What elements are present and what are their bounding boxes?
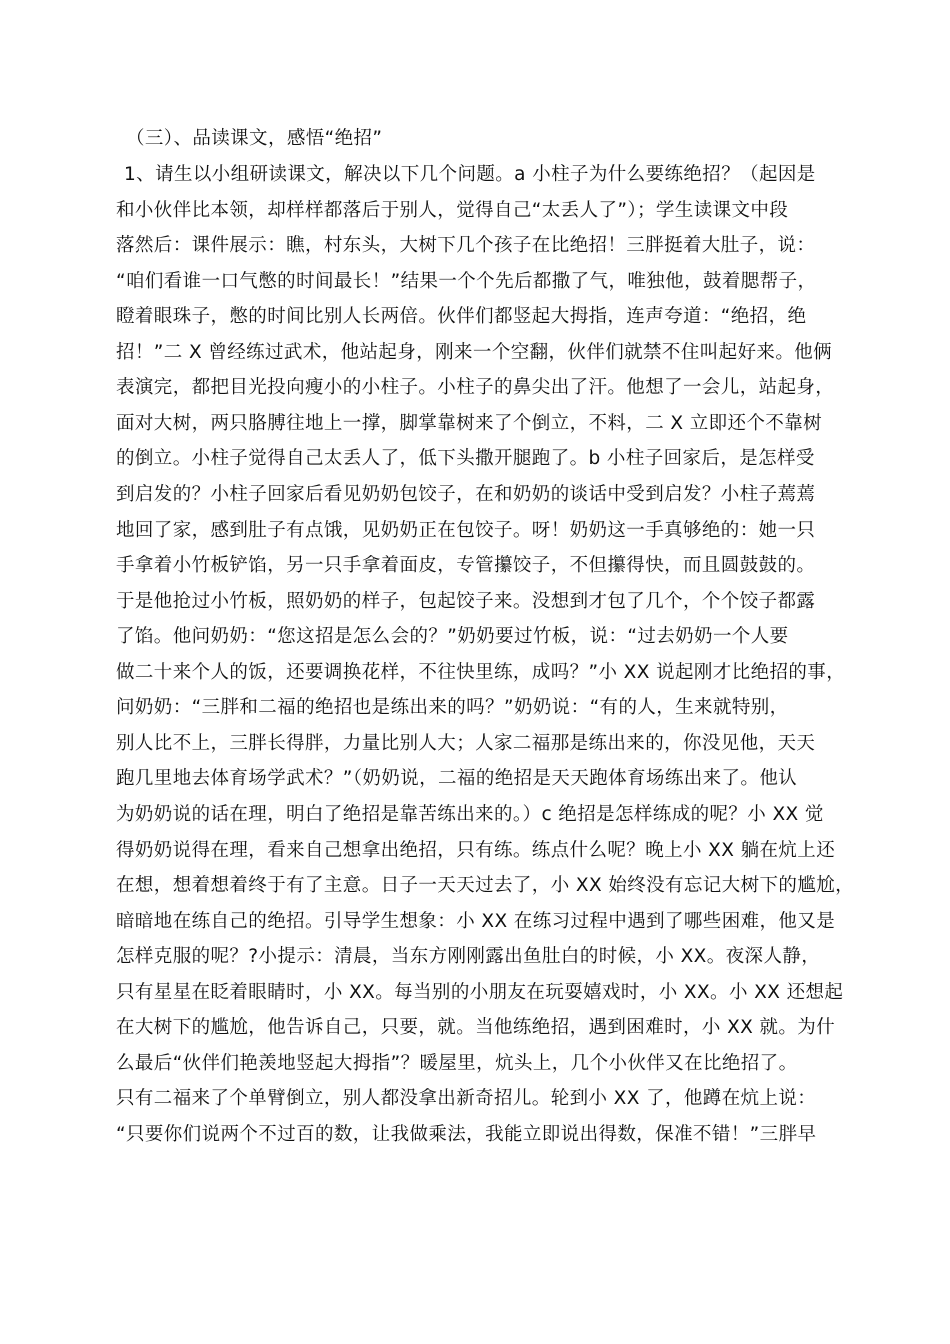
paragraph-line: 到启发的？小柱子回家后看见奶奶包饺子，在和奶奶的谈话中受到启发？小柱子蔫蔫 [116,484,816,505]
paragraph-line: 别人比不上，三胖长得胖，力量比别人大；人家二福那是练出来的，你没见他，天天 [116,733,816,754]
paragraph-line: 了馅。他问奶奶：“您这招是怎么会的？”奶奶要过竹板，说：“过去奶奶一个人要 [116,626,789,647]
paragraph-line: “咱们看谁一口气憋的时间最长！”结果一个个先后都撒了气，唯独他，鼓着腮帮子， [116,271,817,292]
paragraph-line: 得奶奶说得在理，看来自己想拿出绝招，只有练。练点什么呢？晚上小 XX 躺在炕上还 [116,840,836,861]
paragraph-line: 做二十来个人的饭，还要调换花样，不往快里练，成吗？”小 XX 说起刚才比绝招的事， [116,662,846,683]
paragraph-line: 面对大树，两只胳膊往地上一撑，脚掌靠树来了个倒立，不料，二 X 立即还个不靠树 [116,413,823,434]
paragraph-line: 在大树下的尴尬，他告诉自己，只要，就。当他练绝招，遇到困难时，小 XX 就。为什 [116,1017,836,1038]
paragraph-line: 手拿着小竹板铲馅，另一只手拿着面皮，专管攥饺子，不但攥得快，而且圆鼓鼓的。 [116,555,816,576]
paragraph-line: “只要你们说两个不过百的数，让我做乘法，我能立即说出得数，保准不错！”三胖早 [116,1124,817,1145]
paragraph-line: 么最后“伙伴们艳羡地竖起大拇指”？暖屋里，炕头上，几个小伙伴又在比绝招了。 [116,1053,798,1074]
paragraph-line: 怎样克服的呢？?小提示：清晨，当东方刚刚露出鱼肚白的时候，小 XX。夜深人静， [116,946,821,967]
paragraph-line: 表演完，都把目光投向瘦小的小柱子。小柱子的鼻尖出了汗。他想了一会儿，站起身， [116,377,835,398]
paragraph-line: 在想，想着想着终于有了主意。日子一天天过去了，小 XX 始终没有忘记大树下的尴尬， [116,875,855,896]
paragraph-line: 瞪着眼珠子，憋的时间比别人长两倍。伙伴们都竖起大拇指，连声夸道：“绝招，绝 [116,306,807,327]
paragraph-line: 1、请生以小组研读课文，解决以下几个问题。a 小柱子为什么要练绝招？（起因是 [124,164,816,185]
paragraph-line: 招！”二 X 曾经练过武术，他站起身，刚来一个空翻，伙伴们就禁不住叫起好来。他俩 [116,342,833,363]
paragraph-line: 和小伙伴比本领，却样样都落后于别人，觉得自己“太丢人了”）；学生读课文中段 [116,200,789,221]
paragraph-line: 为奶奶说的话在理，明白了绝招是靠苦练出来的。）c 绝招是怎样练成的呢？小 XX 觉 [116,804,824,825]
section-heading: （三）、品读课文，感悟“绝招” [126,128,383,149]
paragraph-line: 于是他抢过小竹板，照奶奶的样子，包起饺子来。没想到才包了几个，个个饺子都露 [116,591,816,612]
paragraph-line: 落然后：课件展示：瞧，村东头，大树下几个孩子在比绝招！三胖挺着大肚子，说： [116,235,816,256]
paragraph-line: 跑几里地去体育场学武术？”（奶奶说，二福的绝招是天天跑体育场练出来了。他认 [116,768,798,789]
paragraph-line: 只有二福来了个单臂倒立，别人都没拿出新奇招儿。轮到小 XX 了，他蹲在炕上说： [116,1088,817,1109]
paragraph-line: 的倒立。小柱子觉得自己太丢人了，低下头撒开腿跑了。b 小柱子回家后，是怎样受 [116,448,815,469]
paragraph-line: 地回了家，感到肚子有点饿，见奶奶正在包饺子。呀！奶奶这一手真够绝的：她一只 [116,520,816,541]
paragraph-line: 暗暗地在练自己的绝招。引导学生想象：小 XX 在练习过程中遇到了哪些困难，他又是 [116,911,836,932]
paragraph-line: 只有星星在眨着眼睛时，小 XX。每当别的小朋友在玩耍嬉戏时，小 XX。小 XX 还想起 [116,982,844,1003]
paragraph-line: 问奶奶：“三胖和二福的绝招也是练出来的吗？”奶奶说：“有的人，生来就特别， [116,697,789,718]
